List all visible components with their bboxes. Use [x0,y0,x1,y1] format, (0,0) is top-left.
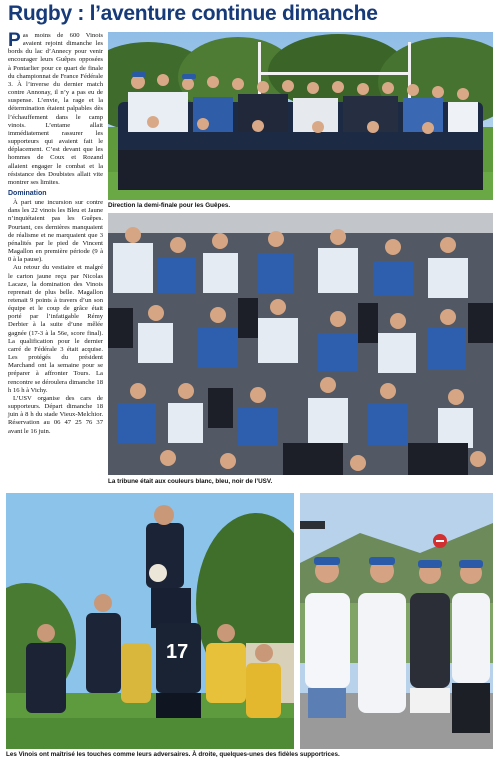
dropcap: P [8,30,21,51]
paragraph-3: Au retour du vestiaire et malgré le carton jaune reçu par Nicolas Lacaze, la domination des Vinois reprenait de plus belle. Magallon retenait 9 points à travers d’un son équipe et le coup de grâce était porté par l’infatigable Rémy Derbier à la suite d’une mêlée gagnée (17-3 à la 56e, score final). La qualification pour le dernier carré de Fédérale 3 était acquise. Les protégés du président Marchand ont la semaine pour se préparer à affronter Tours. La rencontre se déroulera dimanche 18 h 16 h à Vichy. [8,264,103,394]
subheading: Domination [8,189,47,197]
article-body [8,32,103,436]
supporters-photo [300,493,493,749]
paragraph-2: À part une incursion sur contre dans les 22 vinois les Bleu et Jaune n’inquiétaient pas les Guêpes. Pourtant, ces dernières manquaient de réalisme et ne marquaient que 3 pénalités par le pied de Vincent Magallon en première période (9 à 0 à la pause). [8,199,103,264]
team-photo-caption: Direction la demi-finale pour les Guêpes. [108,202,231,209]
jersey-number: 17 [166,641,189,663]
tribune-photo-caption: La tribune était aux couleurs blanc, bleu, noir de l’USV. [108,478,273,485]
tribune-photo [108,213,493,475]
lineout-photo [6,493,294,749]
paragraph-4: L’USV organise des cars de supporteurs. Départ dimanche 18 juin à 8 h du stade Vieux-Melchior. Réservation au 06 47 25 76 37 avant le 16 juin. [8,394,103,435]
bottom-photos-caption: Les Vinois ont maîtrisé les touches comme leurs adversaires. À droite, quelques-unes des fidèles supportrices. [6,751,340,758]
intro-text: as moins de 600 Vinois avaient rejoint dimanche les bords du lac d’Annecy pour venir encourager leurs Guêpes opposées à Pontarlier pour ce quart de finale du championnat de France Fédérale 3. À l’inverse du dernier match contre Annonay, il n’y a pas eu de suspense. L’envie, la rage et la détermination étaient palpables dès l’échauffement dans le camp vinois. L’entame allait immédiatement rassurer les supporteurs qui avaient fait le déplacement. C’est devant que les hommes de Coux et Rozand allaient engager le combat et la résistance des Doubistes allait vite montrer ses limites. [8,32,103,186]
team-photo [108,32,493,200]
headline: Rugby : l’aventure continue dimanche [8,2,378,25]
intro-paragraph [8,32,103,187]
